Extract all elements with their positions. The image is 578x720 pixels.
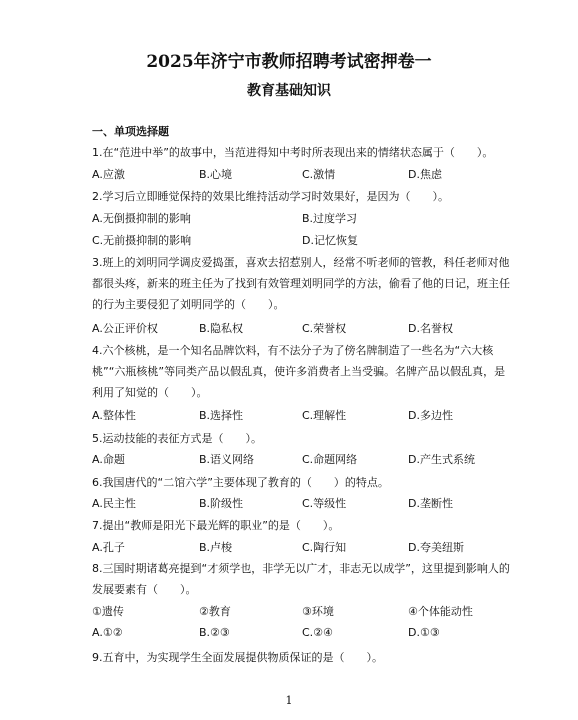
question-1-options — [92, 166, 522, 186]
option: A.应激 — [92, 168, 125, 181]
option: C.等级性 — [302, 497, 347, 510]
question-8-options — [92, 626, 522, 646]
question-4: 4.六个核桃，是一个知名品牌饮料，有不法分子为了傍名牌制造了一些名为“六大核桃”“六瓶核桃”等同类产品以假乱真，使许多消费者上当受骗。名牌产品以假乱真，是利用了知觉的（ ）。 — [92, 344, 506, 399]
option: A.公正评价权 — [92, 322, 158, 335]
option: C.无前摄抑制的影响 — [92, 234, 192, 247]
option: B.隐私权 — [199, 322, 244, 335]
question-6: 6.我国唐代的“二馆六学”主要体现了教育的（ ）的特点。 — [92, 476, 389, 489]
option: D.多边性 — [408, 409, 453, 422]
question-7-options — [92, 539, 522, 559]
option: A.整体性 — [92, 409, 136, 422]
option: D.夸美纽斯 — [408, 541, 464, 554]
question-8-items — [92, 603, 522, 623]
item: ①遗传 — [92, 605, 124, 618]
option: B.心境 — [199, 168, 233, 181]
option: D.垄断性 — [408, 497, 453, 510]
item: ②教育 — [199, 605, 231, 618]
question-6-options — [92, 495, 522, 515]
option: B.②③ — [199, 626, 230, 639]
question-5: 5.运动技能的表征方式是（ ）。 — [92, 432, 262, 445]
option: A.①② — [92, 626, 123, 639]
option: D.①③ — [408, 626, 440, 639]
question-5-options — [92, 451, 522, 471]
item: ③环境 — [302, 605, 334, 618]
page-subtitle: 教育基础知识 — [247, 83, 331, 99]
option: B.语义网络 — [199, 453, 255, 466]
question-2-options-row2 — [92, 232, 522, 252]
option: C.②④ — [302, 626, 333, 639]
page-title: 2025年济宁市教师招聘考试密押卷一 — [146, 52, 432, 72]
question-8: 8.三国时期诸葛亮提到“才须学也，非学无以广才，非志无以成学”，这里提到影响人的发展要素有（ ）。 — [92, 562, 510, 596]
option: A.命题 — [92, 453, 125, 466]
question-3: 3.班上的刘明同学调皮爱捣蛋，喜欢去招惹别人，经常不听老师的管教，科任老师对他都很头疼，新来的班主任为了找到有效管理刘明同学的方法，偷看了他的日记，班主任的行为主要侵犯了刘明同学的（ ）。 — [92, 256, 510, 311]
question-2-options-row1 — [92, 210, 522, 230]
option: B.卢梭 — [199, 541, 233, 554]
option: C.激情 — [302, 168, 336, 181]
question-9: 9.五育中，为实现学生全面发展提供物质保证的是（ ）。 — [92, 651, 383, 664]
question-4-options — [92, 407, 522, 427]
question-7: 7.提出“教师是阳光下最光辉的职业”的是（ ）。 — [92, 519, 340, 532]
option: C.荣誉权 — [302, 322, 347, 335]
option: D.记忆恢复 — [302, 234, 358, 247]
question-2: 2.学习后立即睡觉保持的效果比维持活动学习时效果好，是因为（ ）。 — [92, 190, 449, 203]
option: C.命题网络 — [302, 453, 358, 466]
item: ④个体能动性 — [408, 605, 473, 618]
option: A.孔子 — [92, 541, 125, 554]
option: A.民主性 — [92, 497, 136, 510]
question-3-options — [92, 320, 522, 340]
option: C.理解性 — [302, 409, 347, 422]
option: B.阶级性 — [199, 497, 244, 510]
option: B.过度学习 — [302, 212, 358, 225]
option: D.名誉权 — [408, 322, 453, 335]
section-heading: 一、单项选择题 — [92, 125, 169, 138]
option: D.产生式系统 — [408, 453, 475, 466]
option: C.陶行知 — [302, 541, 347, 554]
option: B.选择性 — [199, 409, 244, 422]
page-number: 1 — [285, 694, 293, 707]
option: D.焦虑 — [408, 168, 442, 181]
question-1: 1.在“范进中举”的故事中，当范进得知中考时所表现出来的情绪状态属于（ ）。 — [92, 146, 494, 159]
option: A.无倒摄抑制的影响 — [92, 212, 191, 225]
